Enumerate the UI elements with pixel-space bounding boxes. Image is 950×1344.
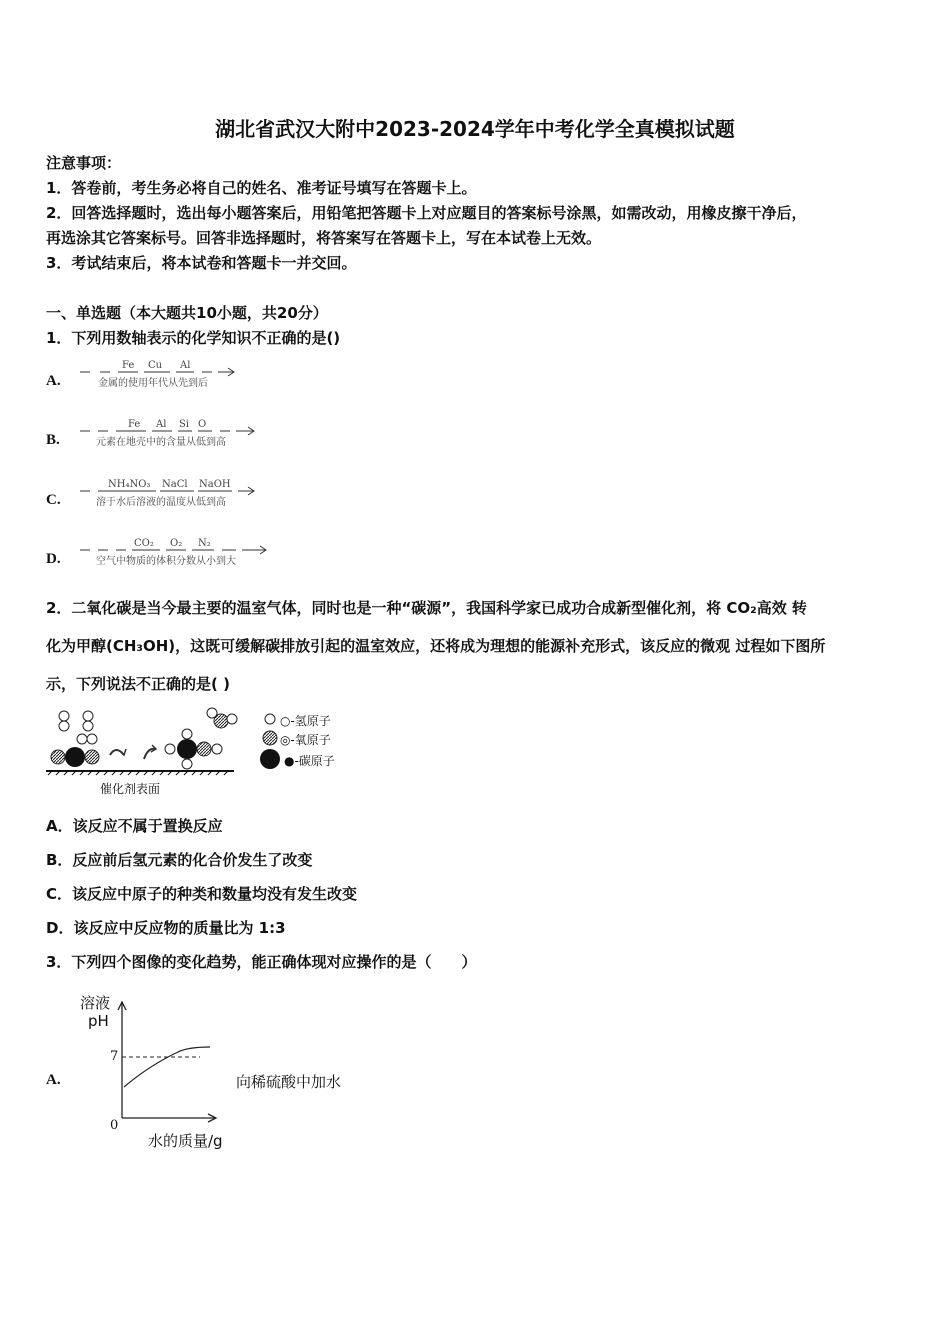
q2-option-a: A．该反应不属于置换反应 bbox=[46, 817, 223, 835]
legend-oxygen: ◎-氧原子 bbox=[280, 733, 331, 747]
q1-option-c-axis bbox=[78, 477, 268, 509]
notes-item: 再选涂其它答案标号。回答非选择题时，将答案写在答题卡上，写在本试卷上无效。 bbox=[46, 229, 602, 247]
notes-item: 3．考试结束后，将本试卷和答题卡一并交回。 bbox=[46, 254, 357, 272]
notes-heading: 注意事项： bbox=[46, 154, 122, 172]
q1-option-d-letter: D. bbox=[46, 551, 61, 567]
q2-option-c: C．该反应中原子的种类和数量均没有发生改变 bbox=[46, 885, 358, 903]
axis-caption: 金属的使用年代从先到后 bbox=[98, 378, 208, 389]
axis-label: Fe bbox=[128, 419, 141, 430]
axis-label: NaOH bbox=[199, 479, 231, 490]
q1-option-d-axis bbox=[78, 536, 278, 568]
x-axis-label: 水的质量/g bbox=[148, 1132, 223, 1150]
notes-item: 1．答卷前，考生务必将自己的姓名、准考证号填写在答题卡上。 bbox=[46, 179, 477, 197]
q1-option-c-letter: C. bbox=[46, 492, 61, 508]
axis-label: Fe bbox=[122, 360, 135, 371]
q3-stem: 3．下列四个图像的变化趋势，能正确体现对应操作的是（ ） bbox=[46, 953, 477, 971]
axis-label: Al bbox=[180, 360, 191, 371]
axis-label: Al bbox=[156, 419, 167, 430]
legend-carbon: ●-碳原子 bbox=[284, 754, 335, 768]
axis-label: NaCl bbox=[162, 479, 188, 490]
axis-label: O₂ bbox=[170, 538, 183, 549]
q2-stem-line: 2．二氧化碳是当今最主要的温室气体，同时也是一种“碳源”，我国科学家已成功合成新型催化剂，将 CO₂高效 转 bbox=[46, 599, 807, 617]
q2-reaction-diagram bbox=[44, 703, 344, 801]
q1-option-b-axis bbox=[78, 417, 268, 449]
q1-option-a-axis bbox=[78, 358, 258, 390]
axis-caption: 空气中物质的体积分数从小到大 bbox=[96, 556, 236, 567]
y-axis-label: pH bbox=[88, 1012, 109, 1030]
axis-label: O bbox=[198, 419, 207, 430]
y-axis-label: 溶液 bbox=[80, 994, 111, 1012]
q3-option-a-desc: 向稀硫酸中加水 bbox=[236, 1073, 342, 1091]
origin-label: 0 bbox=[110, 1118, 119, 1133]
q3-option-a-graph bbox=[76, 990, 256, 1155]
tick-label: 7 bbox=[110, 1049, 119, 1064]
surface-label: 催化剂表面 bbox=[100, 782, 161, 796]
notes-item: 2．回答选择题时，选出每小题答案后，用铅笔把答题卡上对应题目的答案标号涂黑，如需改动，用橡皮擦干净后， bbox=[46, 204, 807, 222]
axis-caption: 元素在地壳中的含量从低到高 bbox=[96, 437, 226, 448]
page-title: 湖北省武汉大附中2023-2024学年中考化学全真模拟试题 bbox=[215, 117, 735, 141]
axis-label: Si bbox=[179, 419, 190, 430]
axis-label: NH₄NO₃ bbox=[108, 479, 151, 490]
q3-option-a-letter: A. bbox=[46, 1072, 61, 1088]
section-heading: 一、单选题（本大题共10小题，共20分） bbox=[46, 304, 328, 322]
legend-hydrogen: ○-氢原子 bbox=[280, 714, 331, 728]
q2-option-d: D．该反应中反应物的质量比为 1:3 bbox=[46, 919, 286, 937]
q1-option-a-letter: A. bbox=[46, 373, 61, 389]
q1-option-b-letter: B. bbox=[46, 432, 60, 448]
q2-stem-line: 化为甲醇(CH₃OH)，这既可缓解碳排放引起的温室效应，还将成为理想的能源补充形式，该反应的微观 过程如下图所 bbox=[46, 637, 826, 655]
axis-label: CO₂ bbox=[134, 538, 154, 549]
axis-label: N₂ bbox=[198, 538, 211, 549]
q2-stem-line: 示，下列说法不正确的是( ) bbox=[46, 675, 230, 693]
axis-label: Cu bbox=[148, 360, 163, 371]
axis-caption: 溶于水后溶液的温度从低到高 bbox=[96, 497, 226, 508]
q2-option-b: B．反应前后氢元素的化合价发生了改变 bbox=[46, 851, 313, 869]
q1-stem: 1．下列用数轴表示的化学知识不正确的是() bbox=[46, 329, 341, 347]
